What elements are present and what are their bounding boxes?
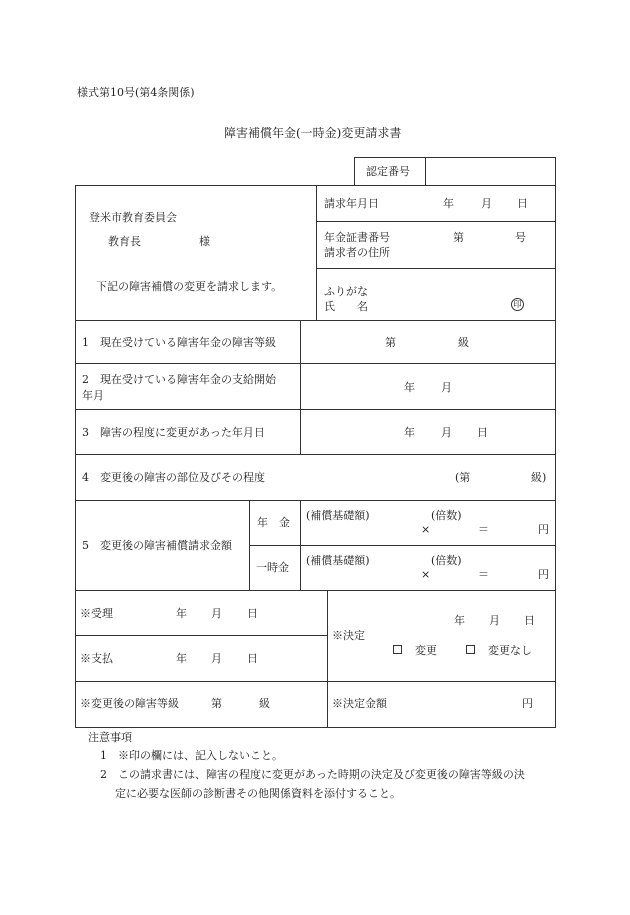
note-1: 1 ※印の欄には、記入しないこと。: [100, 749, 283, 762]
form-title: 障害補償年金(一時金)変更請求書: [224, 126, 402, 140]
decision-unchanged-label: 変更なし: [488, 644, 532, 657]
paid-label: ※支払: [80, 652, 113, 665]
line: [75, 320, 556, 321]
received-label: ※受理: [80, 607, 113, 620]
annuity-mult: (倍数): [431, 509, 462, 522]
seal-icon: 印: [511, 298, 524, 311]
form-number: 様式第10号(第4条関係): [77, 86, 195, 99]
line: [75, 454, 556, 455]
pension-cert-go: 号: [515, 231, 526, 244]
paid-day: 日: [247, 652, 258, 665]
cert-divider: [425, 157, 426, 186]
annuity-equals: ＝: [478, 523, 489, 536]
name-label: 氏 名: [324, 300, 368, 313]
honorific: 様: [199, 235, 210, 248]
decided-amount-label: ※決定金額: [332, 697, 387, 710]
decision-label: ※決定: [332, 629, 365, 642]
amount-type-divider: [300, 500, 301, 590]
row4-open: (第: [455, 471, 471, 484]
note-2-cont: 定に必要な医師の診断書その他関係資料を添付すること。: [115, 787, 401, 800]
received-day: 日: [247, 607, 258, 620]
lump-equals: ＝: [478, 568, 489, 581]
pension-cert-label: 年金証書番号: [324, 231, 390, 244]
office-divider: [327, 590, 328, 728]
applicant-address-label: 請求者の住所: [324, 246, 390, 259]
request-month[interactable]: 月: [481, 197, 492, 210]
row3-year: 年: [404, 426, 415, 439]
furigana-label: ふりがな: [324, 285, 368, 298]
cert-number-label: 認定番号: [366, 165, 410, 178]
row2-label-cont: 年月: [82, 389, 104, 402]
paid-year: 年: [176, 652, 187, 665]
received-year: 年: [176, 607, 187, 620]
grade-after-kyu: 級: [259, 697, 270, 710]
lump-type: 一時金: [256, 561, 289, 574]
decision-year: 年: [454, 614, 465, 627]
note-2: 2 この請求書には、障害の程度に変更があった時期の決定及び変更後の障害等級の決: [100, 768, 525, 781]
label-value-divider: [300, 320, 301, 455]
line: [75, 409, 556, 410]
row1-label: 1 現在受けている障害年金の障害等級: [82, 336, 276, 349]
row3-month: 月: [441, 426, 452, 439]
line: [75, 590, 556, 591]
decision-day: 日: [524, 614, 535, 627]
request-date-label: 請求年月日: [324, 197, 379, 210]
lump-mult: (倍数): [431, 554, 462, 567]
row4-label: 4 変更後の障害の部位及びその程度: [82, 471, 265, 484]
annuity-yen: 円: [538, 523, 549, 536]
row2-year: 年: [404, 381, 415, 394]
decision-changed-checkbox[interactable]: [393, 645, 402, 654]
lump-times: ×: [421, 568, 431, 581]
lump-base: (補償基礎額): [306, 554, 370, 567]
paid-month: 月: [211, 652, 222, 665]
row3-label: 3 障害の程度に変更があった年月日: [82, 426, 265, 439]
lump-yen: 円: [538, 568, 549, 581]
line: [316, 268, 556, 269]
annuity-base: (補償基礎額): [306, 509, 370, 522]
line: [75, 681, 556, 682]
row4-close: 級): [531, 471, 547, 484]
org-name: 登米市教育委員会: [89, 211, 177, 224]
decided-amount-yen: 円: [522, 697, 533, 710]
annuity-type: 年 金: [257, 516, 290, 529]
line: [249, 545, 556, 546]
line: [316, 221, 556, 222]
received-month: 月: [211, 607, 222, 620]
line: [75, 500, 556, 501]
decision-month: 月: [489, 614, 500, 627]
notes-heading: 注意事項: [88, 731, 132, 744]
top-section-divider: [316, 185, 317, 320]
recipient-title: 教育長: [108, 235, 141, 248]
grade-after-label: ※変更後の障害等級: [80, 697, 179, 710]
request-day[interactable]: 日: [517, 197, 528, 210]
amount-label-divider: [249, 500, 250, 590]
annuity-times: ×: [421, 523, 431, 536]
row2-month: 月: [441, 381, 452, 394]
pension-cert-dai: 第: [453, 231, 464, 244]
decision-unchanged-checkbox[interactable]: [466, 645, 475, 654]
row1-dai: 第: [385, 336, 396, 349]
grade-after-dai: 第: [211, 697, 222, 710]
line: [75, 635, 327, 636]
request-year[interactable]: 年: [443, 197, 454, 210]
decision-changed-label: 変更: [415, 644, 437, 657]
row1-kyu: 級: [458, 336, 469, 349]
request-text: 下記の障害補償の変更を請求します。: [96, 280, 283, 293]
line: [75, 363, 556, 364]
row3-day: 日: [477, 426, 488, 439]
row2-label: 2 現在受けている障害年金の支給開始: [82, 373, 276, 386]
row5-label: 5 変更後の障害補償請求金額: [82, 539, 232, 552]
